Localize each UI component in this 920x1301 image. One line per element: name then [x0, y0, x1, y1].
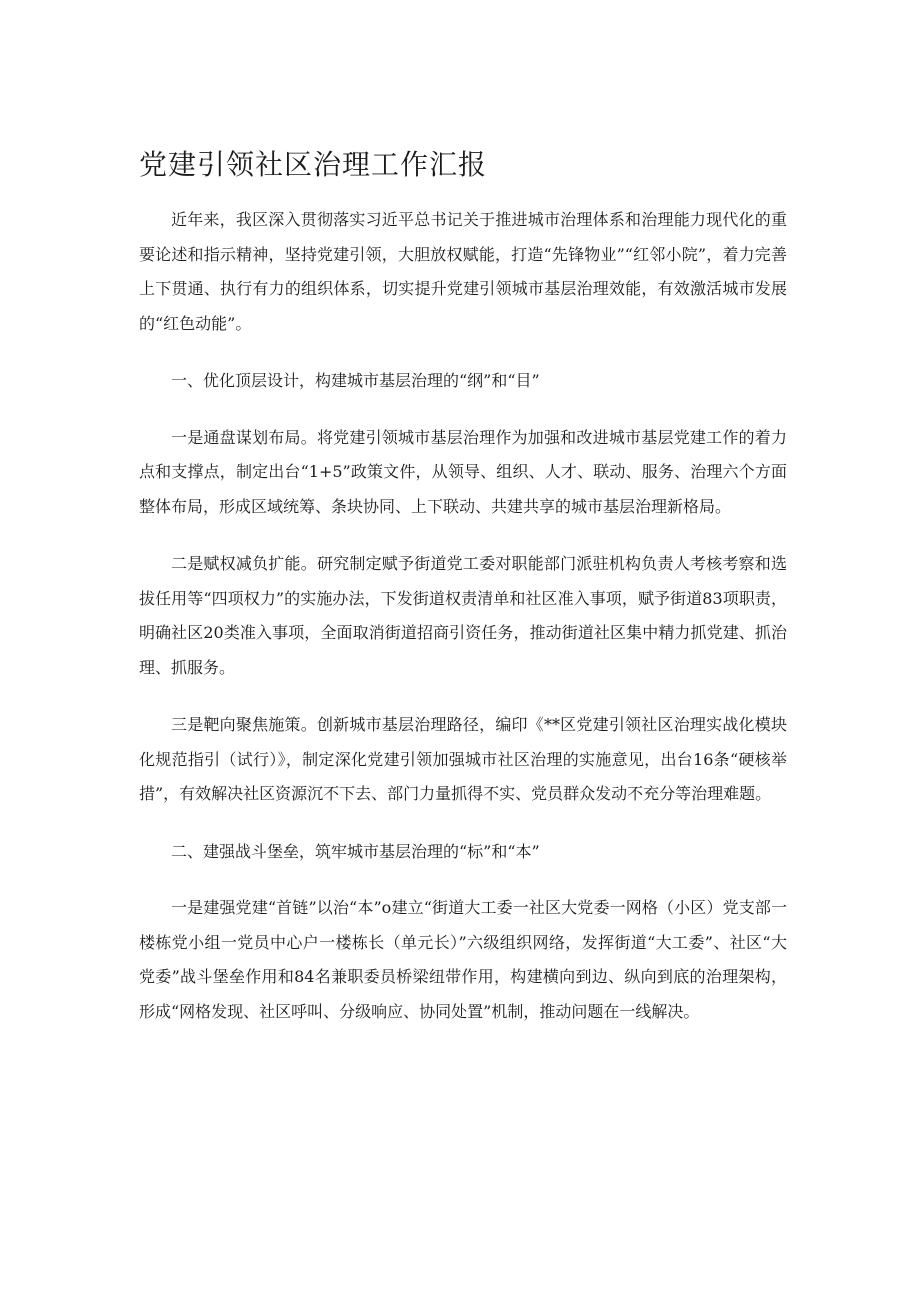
section-1-paragraph-1: 一是通盘谋划布局。将党建引领城市基层治理作为加强和改进城市基层党建工作的着力点和支撑点，制定出台“1+5”政策文件，从领导、组织、人才、联动、服务、治理六个方面整体布局，形成区域统筹、条块协同、上下联动、共建共享的城市基层治理新格局。	[139, 427, 787, 516]
section-1-paragraph-3: 三是靶向聚焦施策。创新城市基层治理路径，编印《**区党建引领社区治理实战化模块化规范指引（试行）》，制定深化党建引领加强城市社区治理的实施意见，出台16条“硬核举措”，有效解决社区资源沉不下去、部门力量抓得不实、党员群众发动不充分等治理难题。	[139, 715, 787, 803]
section-1-paragraph-2: 二是赋权减负扩能。研究制定赋予街道党工委对职能部门派驻机构负责人考核考察和选拔任用等“四项权力”的实施办法，下发街道权责清单和社区准入事项，赋予街道83项职责，明确社区20类准入事项，全面取消街道招商引资任务，推动街道社区集中精力抓党建、抓治理、抓服务。	[139, 554, 787, 677]
document-body	[139, 203, 787, 1052]
document-title: 党建引领社区治理工作汇报	[139, 148, 488, 181]
section-1-heading: 一、优化顶层设计，构建城市基层治理的“纲”和“目”	[171, 371, 540, 390]
section-2-paragraph-1: 一是建强党建“首链”以治“本”o建立“街道大工委一社区大党委一网格（小区）党支部一楼栋党小组一党员中心户一楼栋长（单元长）”六级组织网络，发挥街道“大工委”、社区“大党委”战斗堡垒作用和84名兼职委员桥梁纽带作用，构建横向到边、纵向到底的治理架构，形成“网格发现、社区呼叫、分级响应、协同处置”机制，推动问题在一线解决。	[139, 898, 787, 1021]
intro-paragraph: 近年来，我区深入贯彻落实习近平总书记关于推进城市治理体系和治理能力现代化的重要论述和指示精神，坚持党建引领，大胆放权赋能，打造“先锋物业”“红邻小院”，着力完善上下贯通、执行有力的组织体系，切实提升党建引领城市基层治理效能，有效激活城市发展的“红色动能”。	[139, 210, 787, 333]
section-2-heading: 二、建强战斗堡垒，筑牢城市基层治理的“标”和“本”	[171, 841, 540, 861]
